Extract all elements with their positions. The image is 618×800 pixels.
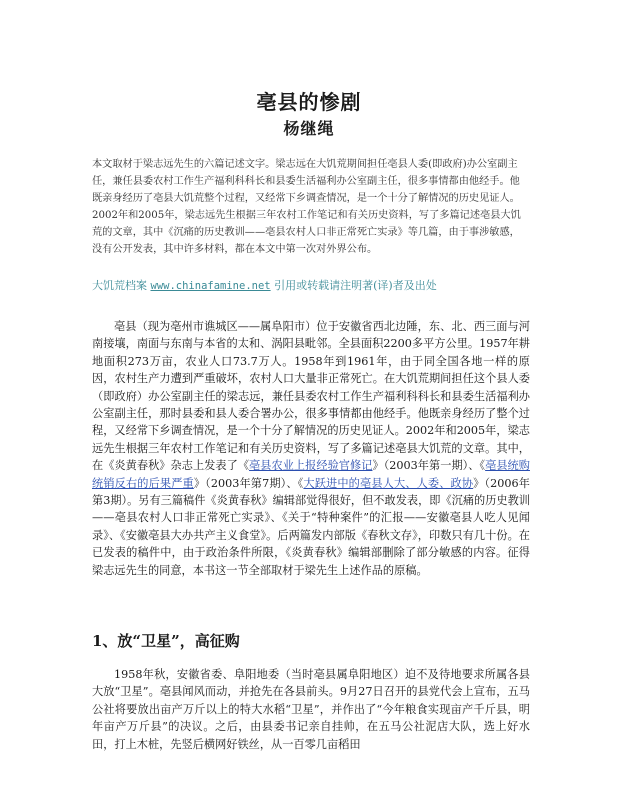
body-paragraph-1 — [92, 318, 530, 579]
article-link-1[interactable]: 亳县农业上报经验官修记 — [249, 459, 373, 473]
archive-line — [92, 278, 532, 294]
para1-text-1: 亳县（现为亳州市谯城区——属阜阳市）位于安徽省西北边陲，东、北、西三面与河南接壤，南面与东南与本省的太和、涡阳县毗邻。全县面积2200多平方公里。1957年耕地面积273万亩，农业人口73.7万人。1958年到1961年，由于同全国各地一样的原因，农村生产力遭到严重破坏，农村人口大量非正常死亡。在大饥荒期间担任这个县人委（即政府）办公室副主任的梁志远，兼任县委农村工作生产福利科科长和县委生活福利办公室副主任，那时县委和县人委合署办公，很多事情都由他经手。他既亲身经历了整个过程，又经常下乡调查情况，是一个十分了解情况的历史见证人。2002年和2005年，梁志远先生根据三年农村工作笔记和有关历史资料，写了多篇记述亳县大饥荒的文章。其中，在《炎黄春秋》杂志上发表了《 — [92, 320, 530, 473]
page-title: 亳县的惨剧 — [256, 90, 362, 114]
para1-text-4: 》（2006年第3期）。另有三篇稿件《炎黄春秋》编辑部觉得很好，但不敢发表，即《沉痛的历史教训——亳县农村人口非正常死亡实录》、《关于“特种案件”的汇报——安徽亳县人吃人见闻录》、《安徽亳县大办共产主义食堂》。后两篇发内部版《春秋文存》，印数只有几十份。在已发表的稿件中，由于政治条件所限，《炎黄春秋》编辑部删除了部分敏感的内容。征得梁志远先生的同意，本书这一节全部取材于梁先生上述作品的原稿。 — [92, 476, 530, 577]
article-link-2[interactable]: 亳县统购统销反右的后果严重 — [92, 459, 530, 490]
para1-text-3: 》（2003年第7期）、《 — [193, 476, 304, 490]
author-name: 杨继绳 — [283, 119, 335, 138]
archive-prefix: 大饥荒档案 — [92, 279, 151, 292]
body-paragraph-2: 1958年秋，安徽省委、阜阳地委（当时亳县属阜阳地区）迫不及待地要求所属各县大放“卫星”。亳县闻风而动，并抢先在各县前头。9月27日召开的县党代会上宣布，五马公社将要放出亩产万斤以上的特大水稻“卫星”，并作出了“今年粮食实现亩产千斤县，明年亩产万斤县”的决议。之后，由县委书记亲自挂帅，在五马公社泥店大队，选上好水田，打上木桩，先竖后横网好铁丝，从一百零几亩稻田 — [92, 668, 530, 751]
archive-suffix: 引用或转载请注明著(译)者及出处 — [270, 279, 437, 292]
para1-text-2: 》（2003年第一期）、《 — [372, 459, 486, 473]
section-heading: 1、放“卫星”，高征购 — [92, 632, 240, 650]
archive-link[interactable]: www.chinafamine.net — [150, 280, 271, 292]
article-link-3[interactable]: 大跃进中的亳县人大、人委、政协 — [303, 476, 474, 490]
intro-paragraph: 本文取材于梁志远先生的六篇记述文字。梁志远在大饥荒期间担任亳县人委(即政府)办公室副主任，兼任县委农村工作生产福利科科长和县委生活福利办公室副主任，很多事情都由他经手。他既亲身经历了亳县大饥荒整个过程，又经常下乡调查情况，是一个十分了解情况的历史见证人。2002年和2005年，梁志远先生根据三年农村工作笔记和有关历史资料，写了多篇记述亳县大饥荒的文章，其中《沉痛的历史教训——亳县农村人口非正常死亡实录》等几篇，由于事涉敏感，没有公开发表，其中许多材料，都在本文中第一次对外界公布。 — [92, 159, 521, 255]
